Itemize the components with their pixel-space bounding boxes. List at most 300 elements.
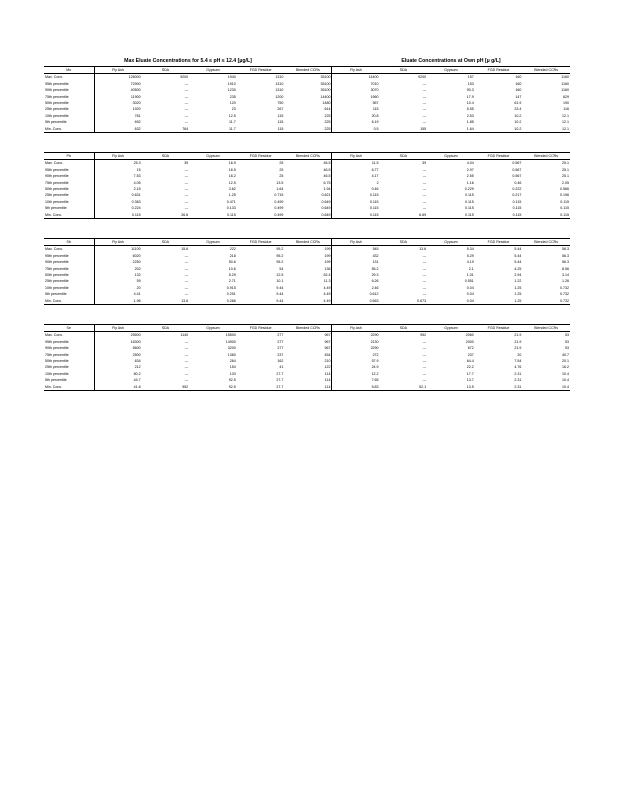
table-cell: --- [184, 339, 189, 344]
table-cell: 0.46 [371, 187, 379, 192]
table-cell: 1.85 [466, 120, 474, 125]
table-header-row [44, 67, 570, 74]
table-cell: 0.499 [274, 199, 284, 204]
table-cell: 210 [284, 358, 332, 364]
table-cell: 1.64 [427, 126, 475, 133]
table-cell: --- [184, 113, 189, 118]
table-cell: 122 [284, 364, 332, 370]
table-cell: 10.4 [562, 371, 569, 376]
table-cell: 0.567 [512, 161, 522, 166]
table-cell: 25.1 [562, 161, 569, 166]
table-cell: --- [184, 187, 189, 192]
row-label: Max. Conc. [44, 74, 94, 81]
table-cell: 202 [134, 266, 141, 271]
table-cell: 1230 [227, 88, 236, 93]
table-cell: --- [184, 253, 189, 258]
table-cell: 0.04 [466, 292, 474, 297]
table-cell: 6.69 [380, 212, 428, 219]
table-cell: 41 [279, 365, 284, 370]
table-cell: 199 [284, 246, 332, 253]
table-cell: 1910 [227, 81, 236, 86]
table-cell: 1140 [180, 333, 189, 338]
table-cell: 0.115 [465, 199, 474, 204]
table-cell: 225 [284, 126, 332, 133]
column-header: Gypsum [427, 67, 475, 74]
table-cell: 218 [229, 253, 236, 258]
table-cell: 614 [284, 106, 332, 112]
table-cell: 1.25 [514, 285, 522, 290]
table-cell: 2.31 [514, 378, 522, 383]
table-cell: 0.115 [560, 199, 569, 204]
table-cell: 4.19 [466, 260, 474, 265]
table-cell: 0.133 [226, 206, 236, 211]
table-cell: 20.1 [562, 359, 569, 364]
table-cell: 0.291 [226, 292, 236, 297]
table-cell: 95.2 [276, 253, 284, 258]
table-cell: --- [422, 273, 427, 278]
row-label: 75th percentile [44, 94, 94, 100]
table-cell: 46.5 [284, 160, 332, 167]
column-header: Fly Ash [332, 153, 380, 160]
table-cell: --- [422, 346, 427, 351]
table-cell: 12.2 [371, 371, 379, 376]
table-cell: 1.16 [466, 180, 474, 185]
table-cell: --- [184, 365, 189, 370]
table-cell: 761 [134, 113, 141, 118]
table-cell: 35100 [284, 74, 332, 81]
table-cell: 16.9 [228, 161, 236, 166]
table-cell: --- [184, 199, 189, 204]
column-header: Gypsum [189, 239, 237, 246]
table-cell: --- [184, 167, 189, 172]
table-cell: 5.34 [466, 247, 474, 252]
column-header: Blended CCRs [522, 67, 570, 74]
table-cell: 0.363 [131, 199, 141, 204]
table-cell: 0.631 [131, 193, 141, 198]
table-cell: 15 [136, 167, 141, 172]
table-cell: 2.97 [466, 167, 474, 172]
table-cell: 11.7 [229, 120, 236, 125]
table-cell: 52.1 [380, 384, 428, 391]
column-header: SDA [142, 153, 190, 160]
table-cell: --- [422, 292, 427, 297]
table-cell: 10.2 [514, 113, 522, 118]
table-cell: 95.2 [276, 247, 284, 252]
row-label: Min. Conc. [44, 212, 94, 219]
table-cell: 46.5 [284, 167, 332, 173]
table-cell: 0.732 [560, 285, 569, 290]
table-cell: --- [422, 199, 427, 204]
row-label: Max. Conc. [44, 160, 94, 167]
row-label: 50th percentile [44, 186, 94, 192]
table-cell: 1360 [227, 352, 236, 357]
table-cell: 1940 [227, 75, 236, 80]
table-cell: 750 [277, 101, 284, 106]
table-cell: 5.29 [466, 253, 474, 258]
element-label: Se [44, 325, 94, 332]
eluate-table-se [44, 324, 570, 391]
table-cell: 23.4 [514, 107, 522, 112]
table-cell: 13.5 [276, 180, 284, 185]
table-cell: 0.649 [284, 212, 332, 219]
table-cell: 0.115 [369, 193, 379, 198]
table-cell: 25 [279, 167, 284, 172]
table-cell: 0.567 [512, 167, 522, 172]
row-label: 10th percentile [44, 113, 94, 119]
table-cell: 12.1 [562, 120, 569, 125]
table-cell: 50.6 [228, 260, 236, 265]
table-cell: 5.44 [514, 260, 522, 265]
table-cell: 0.115 [465, 206, 474, 211]
table-cell: 25.1 [562, 174, 569, 179]
table-cell: 64.4 [466, 359, 474, 364]
table-cell: 1310 [275, 75, 284, 80]
table-cell: 0.115 [369, 206, 379, 211]
table-cell: 0.46 [514, 180, 522, 185]
table-cell: 432 [372, 253, 379, 258]
table-cell: 0.566 [560, 187, 569, 192]
table-cell: 632 [94, 126, 142, 133]
table-cell: 23 [231, 107, 236, 112]
table-cell: --- [184, 279, 189, 284]
row-label: Min. Conc. [44, 298, 94, 305]
table-cell: --- [422, 120, 427, 125]
table-row [44, 246, 570, 253]
table-cell: 6.19 [371, 120, 379, 125]
table-cell: 629 [563, 94, 569, 99]
row-label: 50th percentile [44, 100, 94, 106]
table-cell: 2.31 [475, 384, 523, 391]
table-cell: 0.224 [131, 206, 141, 211]
table-cell: 35100 [284, 81, 332, 87]
table-cell: 20 [136, 285, 141, 290]
row-label: 50th percentile [44, 358, 94, 364]
table-cell: 9.44 [276, 285, 284, 290]
table-cell: 277 [277, 333, 284, 338]
table-cell: 95.2 [276, 260, 284, 265]
table-cell: 14400 [284, 94, 332, 100]
column-header: Fly Ash [332, 325, 380, 332]
table-cell: --- [184, 107, 189, 112]
table-row [44, 212, 570, 219]
table-cell: --- [422, 107, 427, 112]
table-cell: 2.94 [514, 273, 522, 278]
table-cell: 277 [277, 346, 284, 351]
table-cell: 3200 [227, 346, 236, 351]
table-cell: 13.7 [466, 378, 474, 383]
table-cell: 55.2 [371, 266, 379, 271]
table-cell: 12.5 [276, 273, 284, 278]
table-cell: --- [422, 180, 427, 185]
table-cell: 131 [372, 260, 379, 265]
row-label: Max. Conc. [44, 332, 94, 339]
table-cell: --- [184, 273, 189, 278]
column-header: Fly Ash [332, 239, 380, 246]
table-header-row [44, 325, 570, 332]
column-header: Gypsum [427, 239, 475, 246]
table-header-row [44, 153, 570, 160]
table-cell: --- [422, 113, 427, 118]
table-cell: --- [184, 359, 189, 364]
table-cell: 6.77 [371, 167, 379, 172]
block-mo [44, 66, 570, 133]
column-header: Blended CCRs [522, 239, 570, 246]
table-cell: --- [184, 174, 189, 179]
table-cell: 634 [134, 359, 141, 364]
table-cell: 2290 [370, 333, 379, 338]
table-cell: 0.115 [512, 199, 522, 204]
table-cell: 16.5 [228, 167, 236, 172]
table-cell: 4.41 [133, 292, 141, 297]
table-cell: --- [184, 352, 189, 357]
table-cell: 190 [563, 101, 569, 106]
block-se [44, 324, 570, 391]
table-cell: 0.612 [369, 292, 379, 297]
table-cell: 44.7 [133, 378, 141, 383]
table-cell: 0.5 [332, 126, 380, 133]
table-cell: 13.6 [142, 298, 190, 305]
table-cell: 2130 [370, 339, 379, 344]
table-cell: 4.49 [284, 285, 332, 291]
table-cell: --- [184, 378, 189, 383]
table-cell: 53 [565, 346, 569, 351]
table-cell: 11900 [130, 94, 141, 99]
table-cell: 764 [142, 126, 190, 133]
table-cell: 59 [136, 279, 141, 284]
table-cell: 1.25 [475, 298, 523, 305]
table-cell: 20 [517, 352, 522, 357]
table-cell: --- [422, 253, 427, 258]
table-cell: 1.96 [94, 298, 142, 305]
row-label: Min. Conc. [44, 126, 94, 133]
column-header: SDA [142, 239, 190, 246]
table-cell: 0.915 [226, 285, 236, 290]
column-header: FGD Residue [237, 325, 285, 332]
table-cell: 21.9 [514, 346, 522, 351]
table-cell: 0.115 [522, 212, 570, 219]
table-cell: 11.7 [189, 126, 237, 133]
table-cell: 952 [142, 384, 190, 391]
table-cell: 27.7 [276, 378, 284, 383]
table-cell: 0.115 [189, 212, 237, 219]
table-row [44, 74, 570, 81]
row-label: 75th percentile [44, 266, 94, 272]
table-cell: 1.22 [514, 279, 522, 284]
row-label: 90th percentile [44, 259, 94, 265]
eluate-table-sb [44, 238, 570, 305]
table-cell: 0.649 [284, 199, 332, 205]
table-cell: --- [422, 285, 427, 290]
table-cell: 136 [284, 266, 332, 272]
table-cell: 35100 [284, 87, 332, 93]
table-cell: 52.4 [284, 272, 332, 278]
table-cell: 160 [515, 88, 522, 93]
table-cell: 272 [372, 352, 379, 357]
column-header: Blended CCRs [284, 239, 332, 246]
table-cell: 80.2 [133, 371, 141, 376]
column-header: Blended CCRs [284, 67, 332, 74]
row-label: 95th percentile [44, 253, 94, 259]
table-cell: 454 [284, 352, 332, 358]
table-cell: 9.44 [276, 292, 284, 297]
table-cell: 40500 [130, 88, 141, 93]
row-label: 50th percentile [44, 272, 94, 278]
table-cell: 672 [467, 346, 474, 351]
table-cell: 22.2 [466, 365, 474, 370]
table-cell: 4.17 [371, 174, 379, 179]
column-header: FGD Residue [475, 325, 523, 332]
table-cell: 115 [237, 126, 285, 133]
column-header: FGD Residue [237, 239, 285, 246]
table-cell: 0.732 [560, 292, 569, 297]
column-header: FGD Residue [475, 153, 523, 160]
table-cell: --- [184, 371, 189, 376]
table-cell: 557 [372, 101, 379, 106]
table-cell: --- [422, 359, 427, 364]
table-cell: --- [184, 81, 189, 86]
table-cell: 2.53 [466, 113, 474, 118]
table-cell: 12.5 [228, 180, 236, 185]
table-cell: 967 [284, 345, 332, 351]
table-cell: 4.76 [514, 365, 522, 370]
table-cell: --- [422, 101, 427, 106]
table-cell: 115 [277, 113, 284, 118]
row-label: 95th percentile [44, 339, 94, 345]
column-header: Blended CCRs [284, 153, 332, 160]
table-cell: 114 [284, 384, 332, 391]
table-cell: 27.7 [237, 384, 285, 391]
column-header: Gypsum [427, 153, 475, 160]
table-cell: --- [422, 88, 427, 93]
table-cell: 61.9 [514, 101, 522, 106]
table-cell: 12.1 [522, 126, 570, 133]
table-cell: 9200 [180, 75, 189, 80]
table-cell: 6020 [132, 253, 141, 258]
table-cell: 5.29 [228, 273, 236, 278]
table-cell: 26.6 [142, 212, 190, 219]
table-cell: 10.4 [466, 101, 474, 106]
table-row [44, 384, 570, 391]
table-cell: --- [422, 339, 427, 344]
row-label: 25th percentile [44, 364, 94, 370]
table-cell: 1.26 [562, 279, 569, 284]
column-header: SDA [380, 67, 428, 74]
row-label: 90th percentile [44, 173, 94, 179]
column-header: Gypsum [189, 325, 237, 332]
table-cell: 20.8 [371, 113, 379, 118]
table-cell: 5.55 [466, 107, 474, 112]
row-label: 5th percentile [44, 291, 94, 297]
table-cell: 56.3 [562, 247, 569, 252]
table-cell: 162 [277, 359, 284, 364]
table-cell: 0.115 [512, 206, 522, 211]
table-cell: 157 [467, 75, 474, 80]
table-cell: 114 [284, 371, 332, 377]
table-cell: 115 [372, 107, 379, 112]
column-header: Blended CCRs [522, 153, 570, 160]
table-cell: 39 [422, 161, 427, 166]
table-cell: 0.115 [560, 206, 569, 211]
table-cell: 0.471 [226, 199, 236, 204]
table-cell: 237 [277, 352, 284, 357]
table-cell: 967 [284, 332, 332, 339]
table-cell: 10.2 [514, 120, 522, 125]
table-cell: --- [184, 260, 189, 265]
column-header: SDA [380, 153, 428, 160]
table-cell: 9.44 [237, 298, 285, 305]
table-cell: 24.9 [371, 365, 379, 370]
table-cell: 1.01 [466, 273, 474, 278]
table-cell: 8.56 [562, 266, 569, 271]
table-cell: 0.115 [94, 212, 142, 219]
table-row [44, 332, 570, 339]
table-cell: 72900 [130, 81, 141, 86]
column-header: FGD Residue [237, 67, 285, 74]
row-label: 25th percentile [44, 192, 94, 198]
row-label: 90th percentile [44, 345, 94, 351]
table-cell: 5600 [132, 346, 141, 351]
table-cell: --- [422, 187, 427, 192]
table-cell: 0.715 [274, 193, 284, 198]
table-cell: 225 [284, 113, 332, 119]
column-header: SDA [142, 325, 190, 332]
table-cell: 277 [277, 339, 284, 344]
table-cell: 41.6 [94, 384, 142, 391]
table-cell: 0.217 [512, 193, 522, 198]
table-cell: --- [422, 174, 427, 179]
table-cell: 17.9 [466, 94, 474, 99]
table-cell: 57.9 [371, 359, 379, 364]
table-cell: 90.3 [466, 88, 474, 93]
row-label: Max. Conc. [44, 246, 94, 253]
table-cell: 0.567 [512, 174, 522, 179]
table-cell: --- [422, 206, 427, 211]
column-header: Fly Ash [94, 325, 142, 332]
table-cell: --- [422, 371, 427, 376]
column-header: Blended CCRs [284, 325, 332, 332]
table-cell: 160 [515, 75, 522, 80]
table-cell: 2000 [465, 339, 474, 344]
row-label: 10th percentile [44, 371, 94, 377]
table-cell: --- [422, 94, 427, 99]
table-cell: 53 [565, 339, 569, 344]
table-cell: --- [422, 352, 427, 357]
table-cell: 0.229 [464, 187, 474, 192]
table-cell: 0.649 [284, 205, 332, 211]
table-cell: 199 [284, 259, 332, 265]
table-cell: --- [184, 285, 189, 290]
table-cell: 2.55 [466, 174, 474, 179]
table-cell: 5.44 [514, 247, 522, 252]
table-cell: 120 [229, 101, 236, 106]
row-label: 25th percentile [44, 106, 94, 112]
row-label: Min. Conc. [44, 384, 94, 391]
table-row [44, 160, 570, 167]
table-cell: 14400 [368, 75, 379, 80]
table-cell: 15500 [225, 333, 236, 338]
table-cell: 56.3 [562, 253, 569, 258]
header-own-ph: Eluate Concentrations at Own pH [µ g/L] [401, 58, 501, 64]
table-cell: 11.5 [371, 161, 379, 166]
table-cell: 1310 [275, 81, 284, 86]
column-header: Gypsum [189, 67, 237, 74]
table-cell: 4.04 [466, 161, 474, 166]
column-header: SDA [380, 325, 428, 332]
table-cell: 103 [229, 371, 236, 376]
table-cell: --- [422, 279, 427, 284]
header-max-eluate: Max Eluate Concentrations for 5.4 ≤ pH ≤ 12.4 [µg/L] [124, 58, 252, 64]
table-cell: 2290 [370, 346, 379, 351]
